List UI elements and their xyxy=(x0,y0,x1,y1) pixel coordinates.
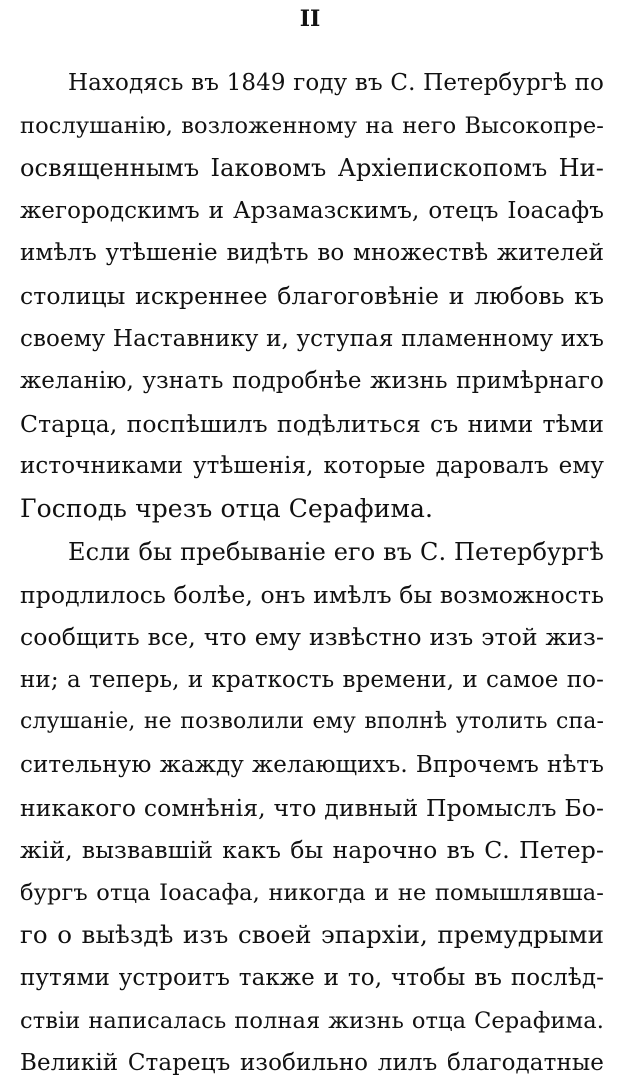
paragraph-1 xyxy=(20,62,604,531)
text-line: имѣлъ утѣшеніе видѣть во множествѣ жителей xyxy=(20,240,604,267)
text-line: жій, вызвавшій какъ бы нарочно въ С. Петер- xyxy=(20,836,604,865)
text-line: ни; а теперь, и краткость времени, и самое по- xyxy=(20,666,604,693)
text-line: столицы искреннее благоговѣніе и любовь къ xyxy=(20,281,604,310)
text-line: послушанію, возложенному на него Высокопре- xyxy=(20,112,604,139)
text-line: никакого сомнѣнія, что дивный Промыслъ Бо- xyxy=(20,793,604,822)
text-line: ствіи написалась полная жизнь отца Серафима. xyxy=(20,1007,604,1034)
text-line: освященнымъ Іаковомъ Архіепископомъ Ни- xyxy=(20,154,604,183)
text-line: продлилось болѣе, онъ имѣлъ бы возможность xyxy=(20,580,604,609)
text-line: сительную жажду желающихъ. Впрочемъ нѣтъ xyxy=(20,751,604,778)
text-line: Старца, поспѣшилъ подѣлиться съ ними тѣми xyxy=(20,409,604,438)
text-line: Господь чрезъ отца Серафима. xyxy=(20,493,434,523)
paragraph-2 xyxy=(20,531,604,1085)
text-line: путями устроитъ также и то, чтобы въ послѣд- xyxy=(20,964,604,991)
text-line: слушаніе, не позволили ему вполнѣ утолить спа- xyxy=(20,709,604,735)
text-line: бургъ отца Іоасафа, никогда и не помышлявша- xyxy=(20,879,604,906)
page-number: II xyxy=(299,6,321,32)
text-line: Великій Старецъ изобильно лилъ благодатные xyxy=(20,1050,604,1077)
text-line: источниками утѣшенія, которые даровалъ ему xyxy=(20,453,604,480)
text-line: своему Наставнику и, уступая пламенному ихъ xyxy=(20,325,604,352)
text-line: сообщить все, что ему извѣстно изъ этой жиз- xyxy=(20,623,604,652)
text-line: го о выѣздѣ изъ своей эпархіи, премудрыми xyxy=(20,920,604,950)
text-line: Если бы пребываніе его въ С. Петербургѣ xyxy=(68,538,604,566)
text-line: Находясь въ 1849 году въ С. Петербургѣ по xyxy=(68,70,604,96)
text-line: желанію, узнать подробнѣе жизнь примѣрнаго xyxy=(20,368,604,395)
text-line: жегородскимъ и Арзамазскимъ, отецъ Іоасафъ xyxy=(20,197,604,224)
